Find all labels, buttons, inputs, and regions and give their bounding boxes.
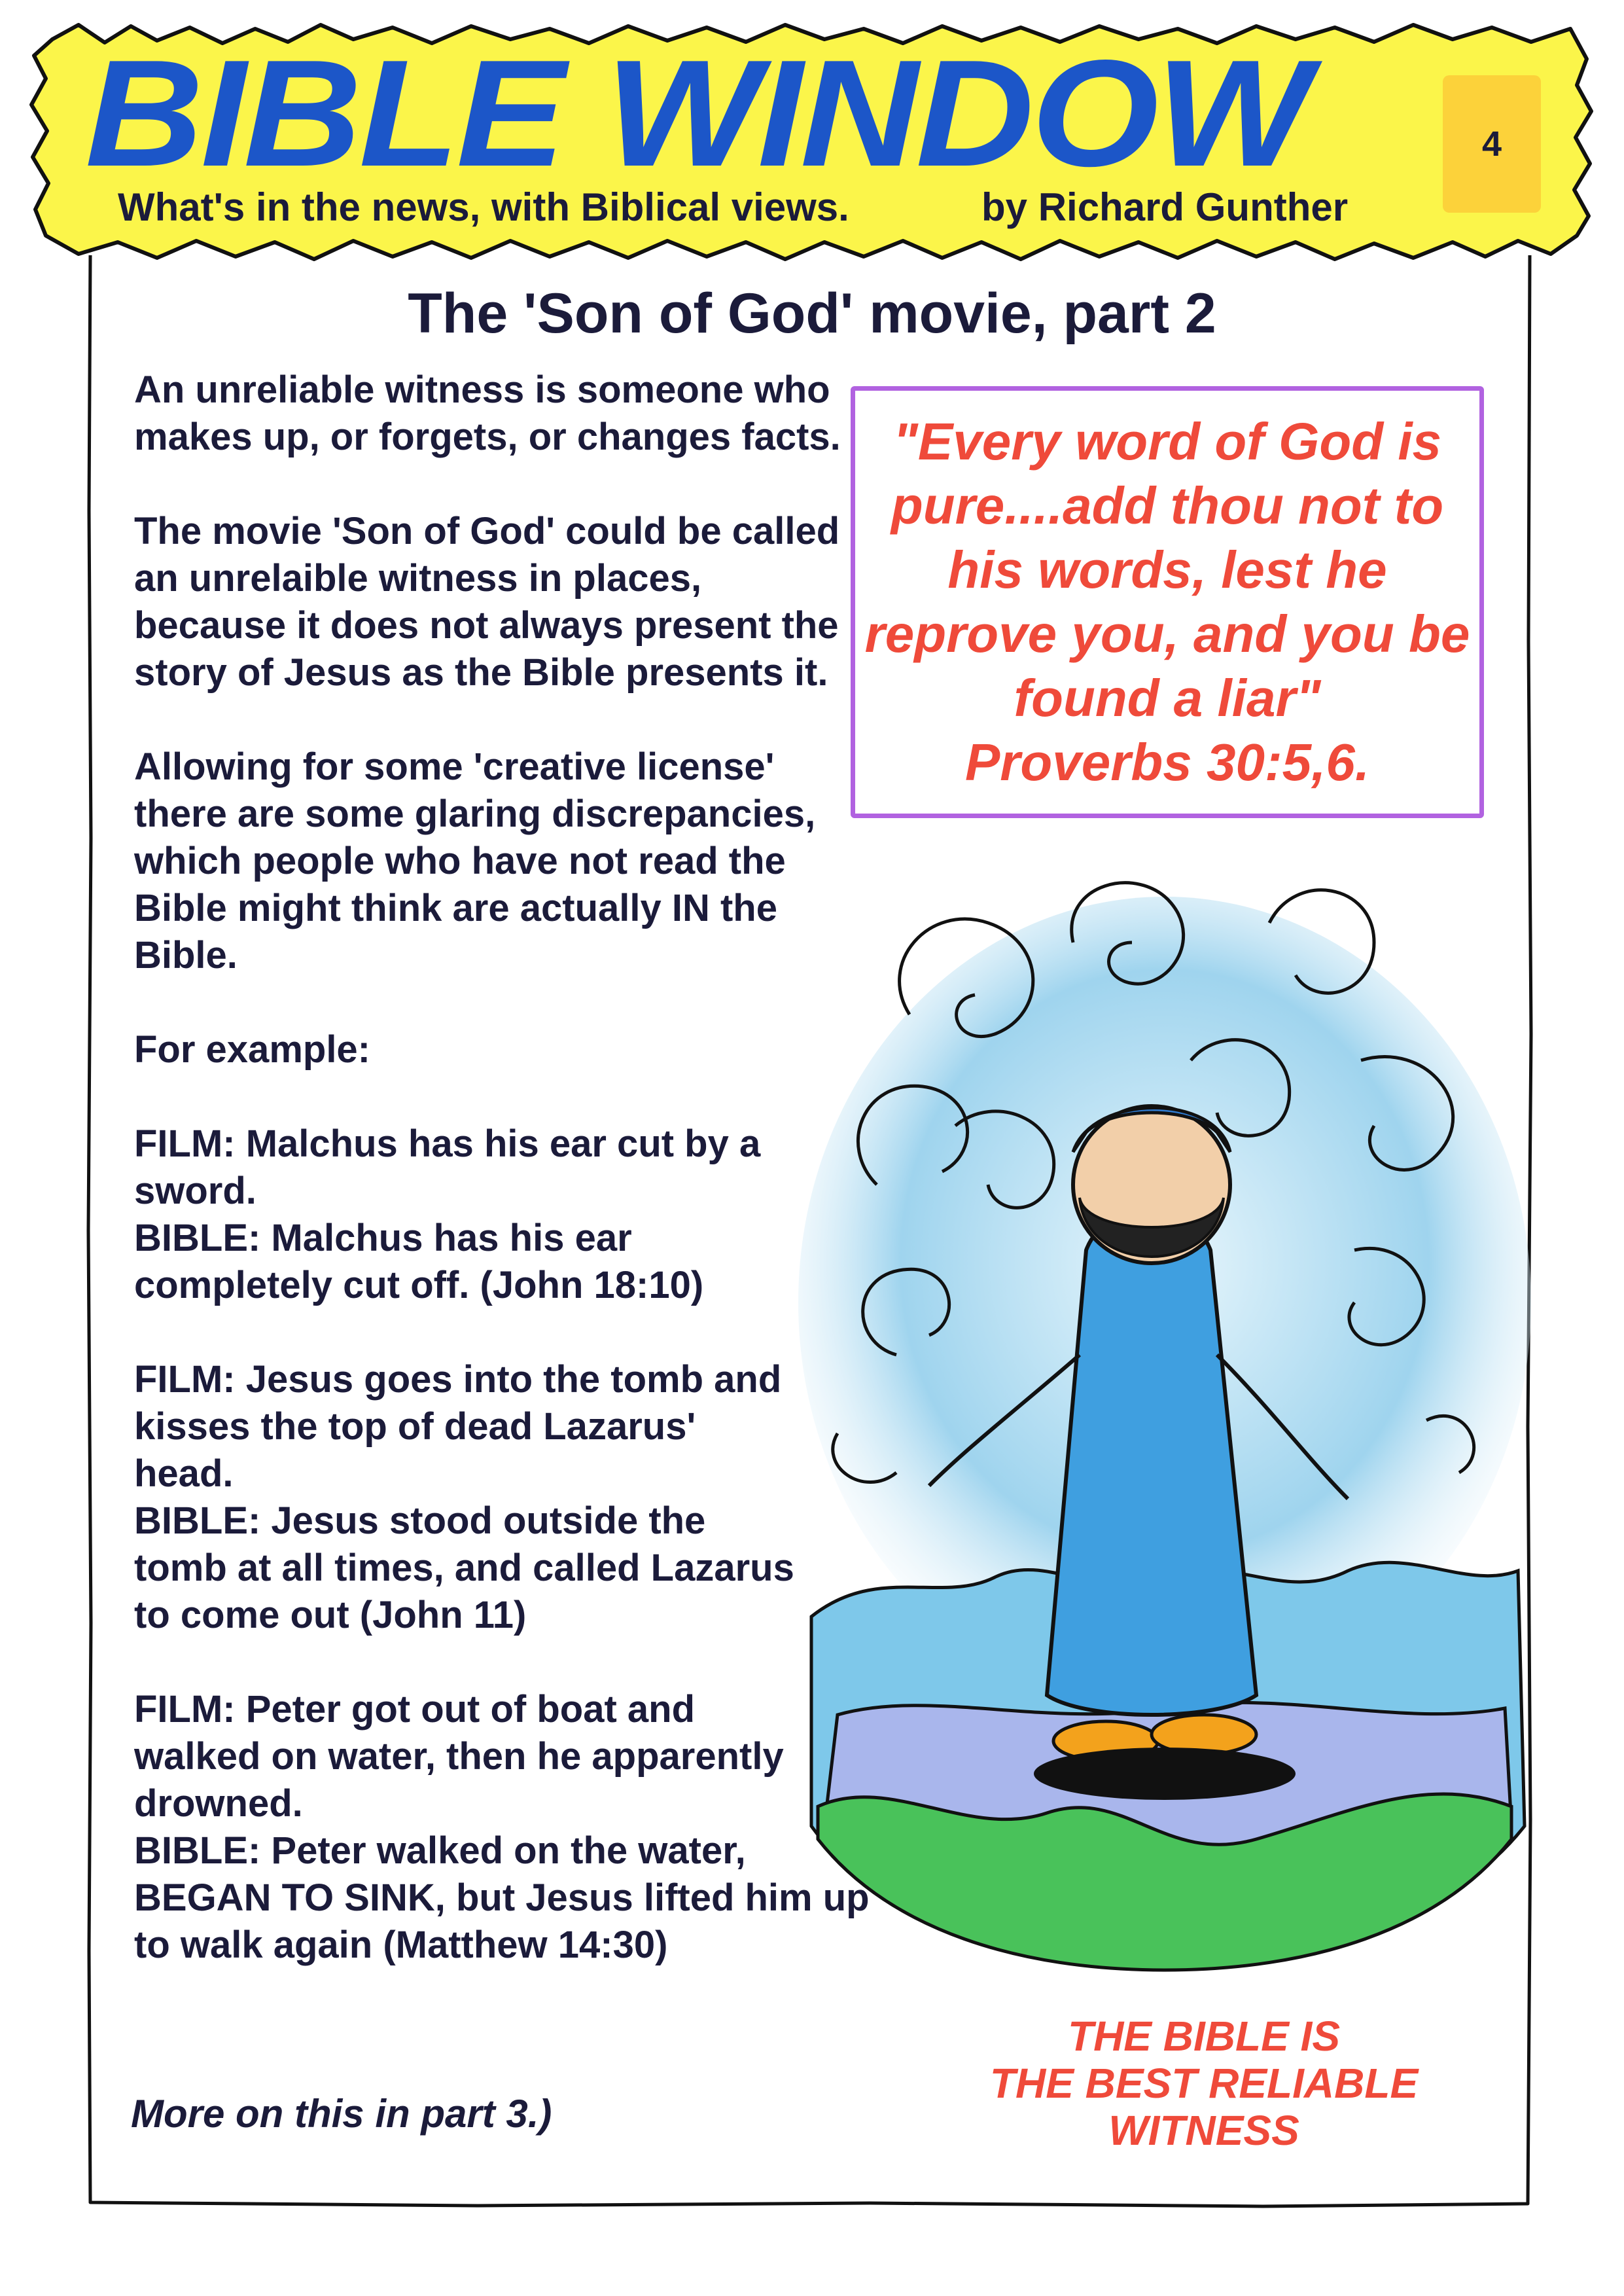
paragraph: For example: — [134, 1028, 370, 1071]
continued-note: More on this in part 3.) — [131, 2092, 552, 2136]
quote-text: "Every word of God is pure....add thou not to his words, lest he reprove you, and you be found a liar" — [864, 412, 1470, 727]
caption-line: WITNESS — [1108, 2107, 1299, 2154]
bible-claim: BIBLE: Peter walked on the water, BEGAN TO SINK, but Jesus lifted him up to walk again (Matthew 14:30) — [134, 1829, 870, 1966]
film-claim: FILM: Jesus goes into the tomb and kisses the top of dead Lazarus' head. — [134, 1358, 782, 1495]
paragraph: The movie 'Son of God' could be called an unrelaible witness in places, because it does not always present the story of Jesus as the Bible presents it. — [134, 510, 840, 694]
example-block — [134, 1356, 906, 1639]
walking-on-water-illustration — [798, 844, 1531, 2022]
bible-claim: BIBLE: Jesus stood outside the tomb at all times, and called Lazarus to come out (John 11) — [134, 1499, 794, 1636]
caption-line: THE BEST RELIABLE — [989, 2060, 1419, 2107]
bible-claim: BIBLE: Malchus has his ear completely cut off. (John 18:10) — [134, 1217, 704, 1306]
masthead-subtitle: What's in the news, with Biblical views. — [118, 185, 849, 229]
article-title: The 'Son of God' movie, part 2 — [408, 282, 1216, 345]
shadow — [1034, 1748, 1296, 1800]
article-body — [134, 367, 906, 1969]
example-block — [134, 1686, 906, 1969]
film-claim: FILM: Malchus has his ear cut by a sword. — [134, 1122, 761, 1212]
masthead-title: BIBLE WINDOW — [85, 29, 1308, 198]
scripture-quote-box — [851, 386, 1484, 818]
film-claim: FILM: Peter got out of boat and walked on water, then he apparently drowned. — [134, 1688, 784, 1825]
quote-reference: Proverbs 30:5,6. — [964, 733, 1370, 791]
page-number-badge: 4 — [1443, 75, 1541, 213]
masthead-byline: by Richard Gunther — [981, 185, 1349, 229]
paragraph: Allowing for some 'creative license' there are some glaring discrepancies, which people who have not read the Bible might think are actually IN the Bible. — [134, 745, 816, 977]
example-block — [134, 1121, 906, 1309]
paragraph: An unreliable witness is someone who makes up, or forgets, or changes facts. — [134, 368, 841, 458]
illustration-caption — [949, 2013, 1459, 2154]
caption-line: THE BIBLE IS — [1067, 2013, 1341, 2060]
